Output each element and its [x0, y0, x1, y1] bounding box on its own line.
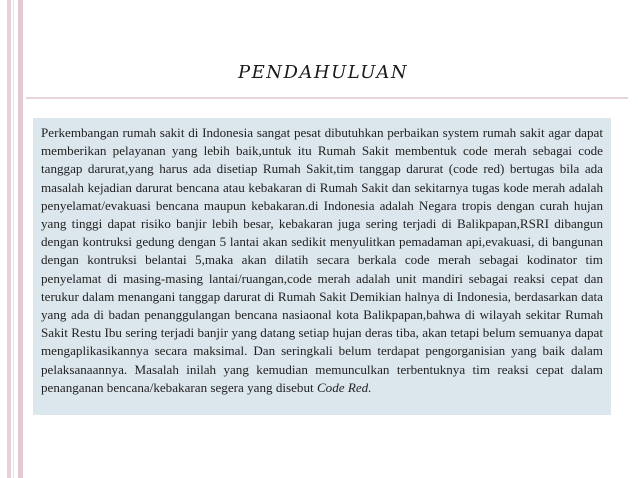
slide-title: PENDAHULUAN — [238, 62, 409, 83]
title-divider — [26, 97, 628, 99]
decorative-stripe — [13, 0, 14, 478]
code-red-emphasis: Code Red. — [316, 379, 372, 395]
paragraph-text: Perkembangan rumah sakit di Indonesia sangat pesat dibutuhkan perbaikan system rumah sakit agar dapat memberikan pelayanan yang lebih baik,untuk itu Rumah Sakit membentuk code merah sebagai code tanggap darurat,yang harus ada disetiap Rumah Sakit,tim tanggap darurat (code red) bertugas bila ada masalah kejadian darurat bencana atau kebakaran di Rumah Sakit dan sekitarnya tugas kode merah adalah penyelamat/evakuasi bencana maupun kebakaran.di Indonesia adalah Negara tropis dengan curah hujan yang tinggi dapat risiko banjir lebih besar, kebakaran juga sering terjadi di Balikpapan,RSRI dibangun dengan kontruksi gedung dengan 5 lantai akan sedikit menyulitkan pemadaman api,evakuasi, di bangunan dengan kontruksi belantai 5,maka akan dilatih secara berkala code merah sebagai kodinator tim penyelamat di masing-masing lantai/ruangan,code merah adalah unit mandiri sebagai reaksi cepat dan terukur dalam menangani tanggap darurat di Rumah Sakit Demikian halnya di Indonesia, berdasarkan data yang ada di badan penanggulangan bencana nasiaonal kota Balikpapan,bahwa di wilayah sekitar Rumah Sakit Restu Ibu sering terjadi banjir yang datang setiap hujan deras tiba, akan tetapi belum semuanya dapat mengaplikasikannya secara maksimal. Dan seringkali belum terdapat pengorganisian yang baik dalam pelaksanaannya. Masalah inilah yang kemudian memunculkan terbentuknya tim reaksi cepat dalam penanganan bencana/kebakaran segera yang disebut — [41, 125, 603, 395]
decorative-stripe — [7, 0, 11, 478]
decorative-stripe — [18, 0, 23, 478]
content-box — [33, 118, 611, 415]
body-paragraph — [41, 124, 603, 397]
